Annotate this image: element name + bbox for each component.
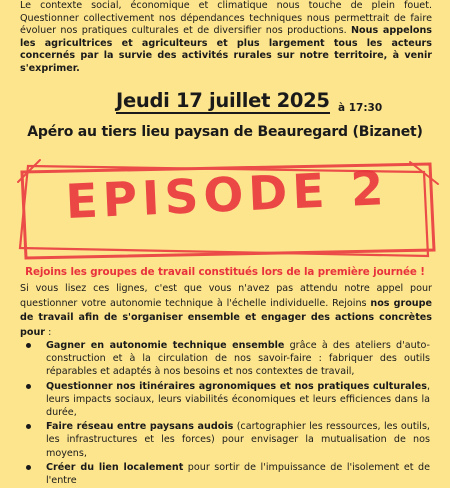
date-row (0, 89, 450, 119)
event-venue: Apéro au tiers lieu paysan de Beauregard (Bizanet) (27, 124, 423, 140)
body-bold: nos groupe de travail afin de s'organiser ensemble et engager des actions concrètes pour (20, 297, 432, 338)
bullet-dot-icon (26, 424, 31, 429)
action-list (20, 339, 430, 488)
stamp-label: EPISODE 2 (64, 160, 390, 231)
intro-call-to-action: Nous appelons les agricultrices et agriculteurs et plus largement tous les acteurs concernés par la survie des activités rurales sur notre territoire, à venir s'exprimer. (20, 25, 432, 74)
intro-paragraph (20, 0, 432, 76)
list-item (20, 420, 430, 460)
intro-text: Le contexte social, économique et climatique nous touche de plein fouet. Questionner collectivement nos dépendances techniques nous permettrait de faire évoluer nos pratiques culturales et de diversifier nos productions. (20, 0, 432, 37)
body-text: Si vous lisez ces lignes, c'est que vous n'avez pas attendu notre appel pour questionner votre autonomie technique à l'échelle individuelle. Rejoins (20, 283, 432, 309)
list-item-bold: Faire réseau entre paysans audois (46, 421, 234, 433)
episode-stamp (0, 152, 450, 267)
list-item-text: pour sortir de l'impuissance de l'isolement et de l'entre (46, 461, 430, 487)
bullet-dot-icon (26, 465, 31, 470)
event-time: à 17:30 (338, 102, 383, 114)
event-date: Jeudi 17 juillet 2025 (116, 89, 330, 112)
list-item-text: (cartographier les ressources, les outils, les infrastructures et les forces) pour envisager la mutualisation de nos moyens, (46, 421, 430, 459)
bullet-dot-icon (26, 343, 31, 348)
join-heading: Rejoins les groupes de travail constitués lors de la première journée ! (25, 266, 425, 278)
list-item-bold: Créer du lien localement (46, 461, 184, 473)
list-item-text: grâce à des ateliers d'auto-construction et à la circulation de nos savoir-faire : fabriquer des outils réparables et adaptés à nos besoins et nos contextes de travail, (46, 340, 430, 378)
list-item-bold: Questionner nos itinéraires agronomiques et nos pratiques culturales (46, 380, 427, 392)
list-item (20, 380, 430, 420)
list-item-bold: Gagner en autonomie technique ensemble (46, 340, 285, 351)
list-item (20, 461, 430, 487)
body-end: : (45, 326, 52, 338)
body-paragraph (20, 282, 432, 340)
list-item-text: , leurs impacts sociaux, leurs viabilités économiques et leurs efficiences dans la durée, (46, 380, 430, 419)
list-item (20, 339, 430, 379)
bullet-dot-icon (26, 384, 31, 389)
